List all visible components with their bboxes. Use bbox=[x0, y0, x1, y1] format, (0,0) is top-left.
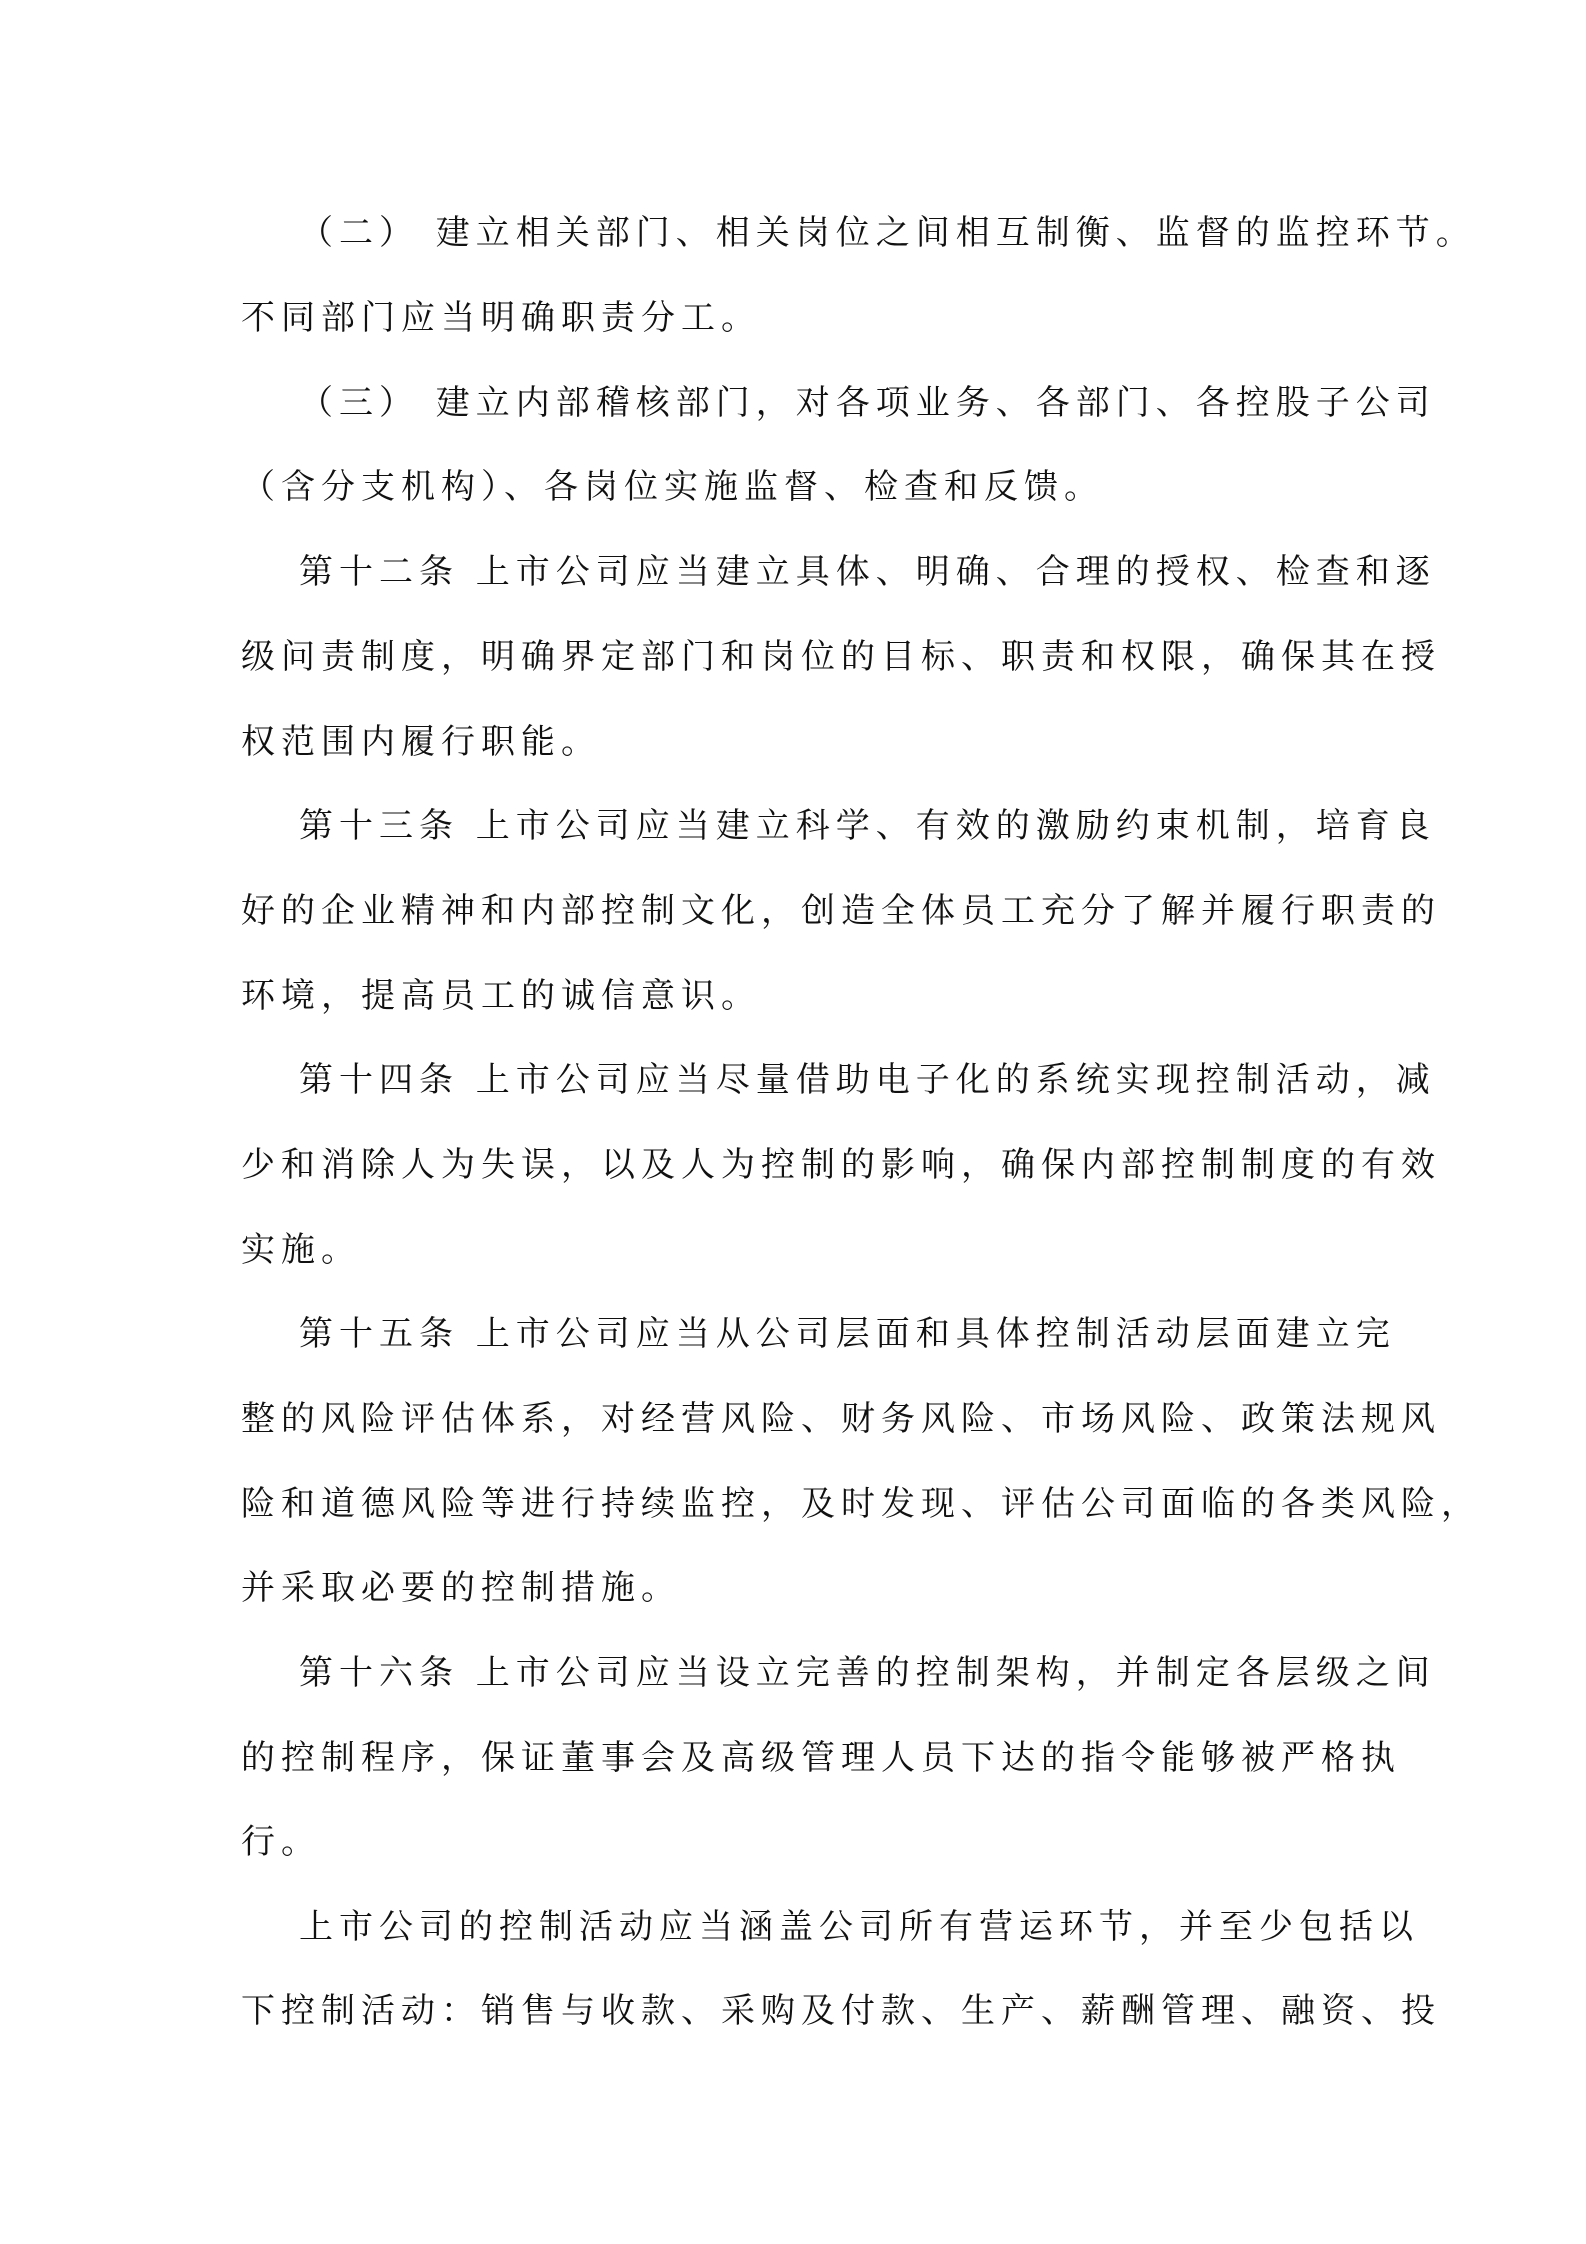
paragraph-san-line-1: （三） 建立内部稽核部门，对各项业务、各部门、各控股子公司 bbox=[299, 383, 1436, 423]
article-14-line-2: 少和消除人为失误，以及人为控制的影响，确保内部控制制度的有效 bbox=[241, 1145, 1441, 1185]
article-16-line-1: 第十六条 上市公司应当设立完善的控制架构，并制定各层级之间 bbox=[299, 1653, 1436, 1693]
paragraph-er-line-2: 不同部门应当明确职责分工。 bbox=[241, 298, 761, 338]
article-13-line-1: 第十三条 上市公司应当建立科学、有效的激励约束机制，培育良 bbox=[299, 806, 1436, 846]
article-15-line-3: 险和道德风险等进行持续监控，及时发现、评估公司面临的各类风险， bbox=[241, 1484, 1481, 1524]
article-16-line-2: 的控制程序，保证董事会及高级管理人员下达的指令能够被严格执 bbox=[241, 1738, 1401, 1778]
article-13-line-2: 好的企业精神和内部控制文化，创造全体员工充分了解并履行职责的 bbox=[241, 891, 1441, 931]
article-12-line-2: 级问责制度，明确界定部门和岗位的目标、职责和权限，确保其在授 bbox=[241, 637, 1441, 677]
article-15-line-1: 第十五条 上市公司应当从公司层面和具体控制活动层面建立完 bbox=[299, 1314, 1396, 1354]
article-15-line-2: 整的风险评估体系，对经营风险、财务风险、市场风险、政策法规风 bbox=[241, 1399, 1441, 1439]
article-15-line-4: 并采取必要的控制措施。 bbox=[241, 1568, 681, 1608]
article-14-line-1: 第十四条 上市公司应当尽量借助电子化的系统实现控制活动，减 bbox=[299, 1060, 1436, 1100]
paragraph-er-line-1: （二） 建立相关部门、相关岗位之间相互制衡、监督的监控环节。 bbox=[299, 213, 1476, 253]
article-14-line-3: 实施。 bbox=[241, 1230, 361, 1270]
paragraph-san-line-2: （含分支机构）、各岗位实施监督、检查和反馈。 bbox=[241, 467, 1104, 507]
article-12-line-1: 第十二条 上市公司应当建立具体、明确、合理的授权、检查和逐 bbox=[299, 552, 1436, 592]
article-13-line-3: 环境，提高员工的诚信意识。 bbox=[241, 976, 761, 1016]
article-16-line-3: 行。 bbox=[241, 1822, 321, 1862]
article-12-line-3: 权范围内履行职能。 bbox=[241, 722, 601, 762]
control-activities-line-2: 下控制活动：销售与收款、采购及付款、生产、薪酬管理、融资、投 bbox=[241, 1991, 1441, 2031]
control-activities-line-1: 上市公司的控制活动应当涵盖公司所有营运环节，并至少包括以 bbox=[299, 1907, 1419, 1947]
